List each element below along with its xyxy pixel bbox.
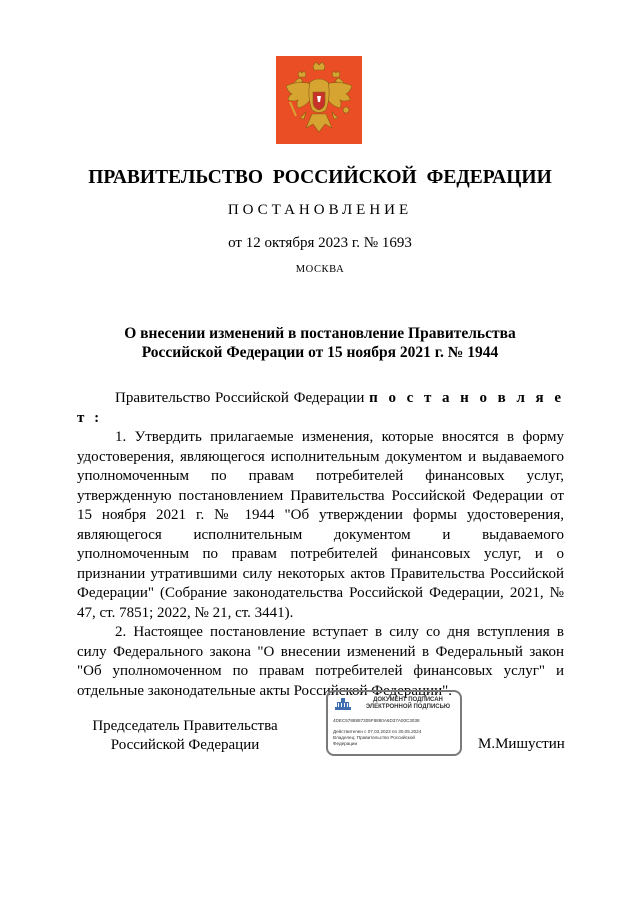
item-1-paragraph: 1. Утвердить прилагаемые изменения, которые вносятся в форму удостоверения, являющегося исполнительным документом и выдаваемого уполномоченным по правам потребителей финансовых услуг, утвержденную постановлением Правительства Российской Федерации от 15 ноября 2021 г. № 1944 "Об утверждении формы удостоверения, являющегося исполнительным документом и выдаваемого уполномоченным по правам потребителей финансовых услуг, и о признании утратившими силу некоторых актов Правительства Российской Федерации" (Собрание законодательства Российской Федерации, 2021, № 47, ст. 7851; 2022, № 21, ст. 3441). — [77, 429, 564, 621]
document-type: ПОСТАНОВЛЕНИЕ — [227, 202, 413, 218]
stamp-owner-line-1: Владелец: Правительство Российской — [333, 735, 415, 740]
item-2-paragraph: 2. Настоящее постановление вступает в силу со дня вступления в силу Федерального закона "О внесении изменений в Федеральный закон "Об уполномоченном по правам потребителей финансовых услуг" и отдельные законодательные акты Российской Федерации". — [77, 624, 564, 699]
document-date-number: от 12 октября 2023 г. № 1693 — [228, 235, 412, 251]
document-body — [77, 389, 564, 701]
stamp-validity: Действителен с 07.03.2023 по 30.05.2024 — [333, 729, 422, 734]
signatory-name: М.Мишустин — [478, 736, 565, 752]
electronic-signature-stamp — [326, 690, 462, 756]
stamp-title-line-1: ДОКУМЕНТ ПОДПИСАН — [373, 697, 443, 703]
coat-of-arms-emblem — [276, 56, 362, 144]
stamp-owner-line-2: Федерации — [333, 741, 358, 746]
document-city: МОСКВА — [295, 264, 345, 275]
intro-paragraph — [77, 389, 564, 428]
stamp-title-line-2: ЭЛЕКТРОННОЙ ПОДПИСЬЮ — [365, 704, 451, 710]
position-line-2: Российской Федерации — [110, 737, 260, 753]
heading-line-1: О внесении изменений в постановление Правительства — [124, 325, 516, 342]
intro-text: Правительство Российской Федерации — [115, 390, 370, 406]
signatory-position — [80, 717, 290, 755]
position-line-1: Председатель Правительства — [92, 718, 278, 734]
intro-verb: п о с т а н о в л я е т : — [77, 390, 564, 426]
government-title: ПРАВИТЕЛЬСТВО РОССИЙСКОЙ ФЕДЕРАЦИИ — [88, 167, 552, 188]
heading-line-2: Российской Федерации от 15 ноября 2021 г. № 1944 — [141, 344, 499, 361]
double-headed-eagle-icon — [276, 56, 362, 144]
stamp-certificate: 4DEC5788887305F8880A6D37A00C3038 — [333, 718, 420, 723]
government-building-icon — [334, 697, 352, 711]
document-heading — [0, 324, 640, 362]
stamp-title — [358, 697, 458, 711]
